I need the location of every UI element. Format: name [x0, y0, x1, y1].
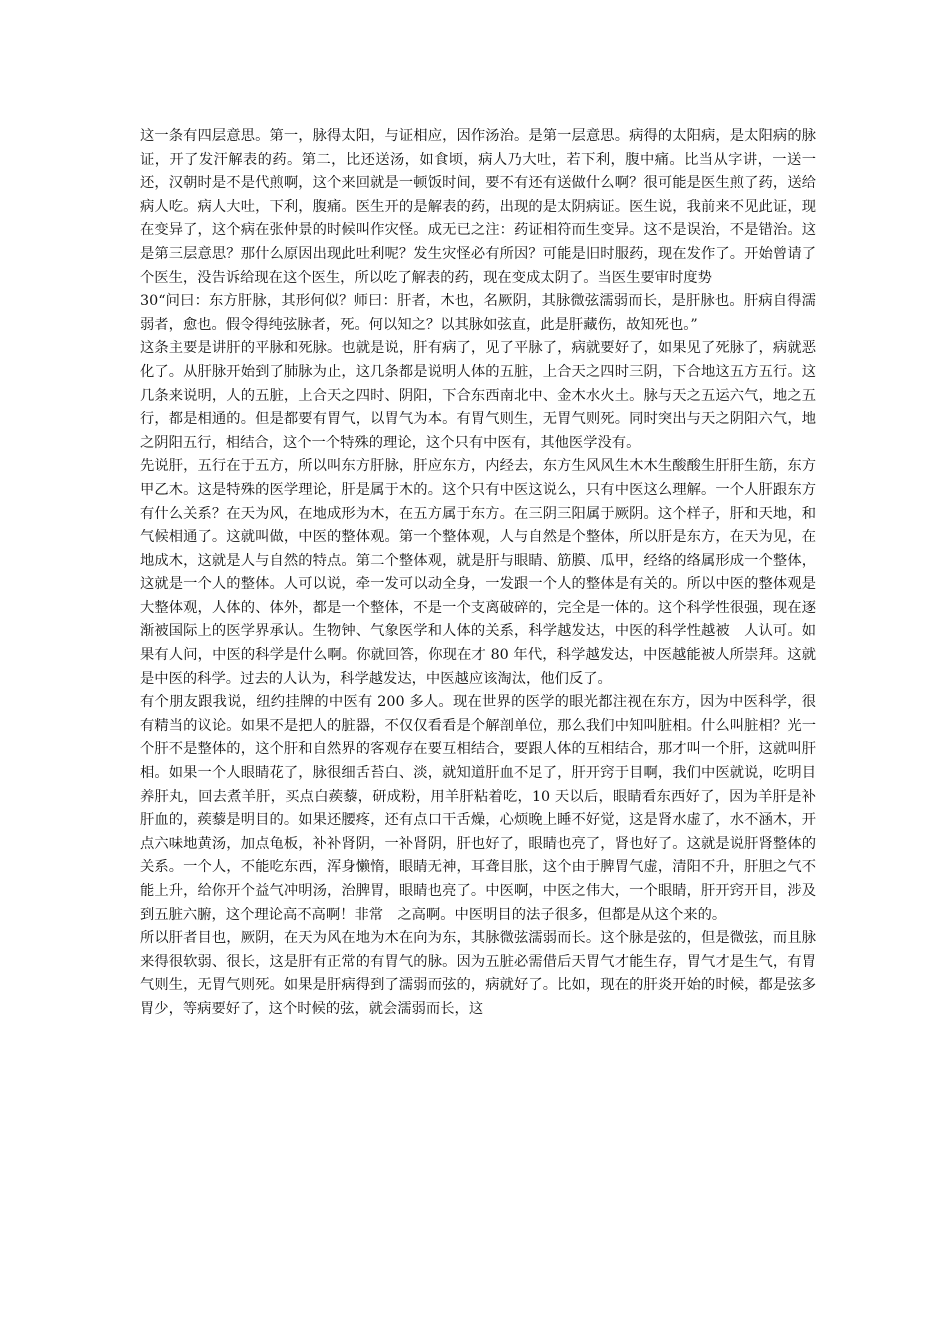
paragraph-2: 30“问曰：东方肝脉，其形何似？师曰：肝者，木也，名厥阴，其脉微弦濡弱而长，是肝脉也。肝病自得濡弱者，愈也。假令得纯弦脉者，死。何以知之？以其脉如弦直，此是肝藏伤，故知死也。” [140, 293, 816, 333]
paragraph-1: 这一条有四层意思。第一，脉得太阳，与证相应，因作汤治。是第一层意思。病得的太阳病，是太阳病的脉证，开了发汗解表的药。第二，比还送汤，如食顷，病人乃大吐，若下利，腹中痛。比当从字讲，一送一还，汉朝时是不是代煎啊，这个来回就是一顿饭时间，要不有还有送做什么啊？很可能是医生煎了药，送给病人吃。病人大吐，下利，腹痛。医生开的是解表的药，出现的是太阴病证。医生说，我前来不见此证，现在变异了，这个病在张仲景的时候叫作灾怪。成无已之注：药证相符而生变异。这不是误治，不是错治。这是第三层意思？那什么原因出现此吐利呢？发生灾怪必有所因？可能是旧时服药，现在发作了。开始曾请了个医生，没告诉给现在这个医生，所以吃了解表的药，现在变成太阴了。当医生要审时度势 [140, 128, 816, 286]
paragraph-4: 先说肝，五行在于五方，所以叫东方肝脉，肝应东方，内经去，东方生风风生木木生酸酸生肝肝生筋，东方甲乙木。这是特殊的医学理论，肝是属于木的。这个只有中医这说么，只有中医这么理解。一个人肝跟东方有什么关系？在天为风，在地成形为木，在五方属于东方。在三阴三阳属于厥阴。这个样子，肝和天地，和气候相通了。这就叫做，中医的整体观。第一个整体观，人与自然是个整体，所以肝是东方，在天为见，在地成木，这就是人与自然的特点。第二个整体观，就是肝与眼睛、筋膜、瓜甲，经络的络属形成一个整体，这就是一个人的整体。人可以说，牵一发可以动全身，一发跟一个人的整体是有关的。所以中医的整体观是大整体观，人体的、体外，都是一个整体，不是一个支离破碎的，完全是一体的。这个科学性很强，现在逐渐被国际上的医学界承认。生物钟、气象医学和人体的关系，科学越发达，中医的科学性越被 人认可。如果有人问，中医的科学是什么啊。你就回答，你现在才 80 年代，科学越发达，中医越能被人所崇拜。这就是中医的科学。过去的人认为，科学越发达，中医越应该淘汰，他们反了。 [140, 458, 816, 687]
document-body [140, 125, 816, 1022]
paragraph-6: 所以肝者目也，厥阴，在天为风在地为木在向为东，其脉微弦濡弱而长。这个脉是弦的，但是微弦，而且脉来得很软弱、很长，这是肝有正常的有胃气的脉。因为五脏必需借后天胃气才能生存，胃气才是生气，有胃气则生，无胃气则死。如果是肝病得到了濡弱而弦的，病就好了。比如，现在的肝炎开始的时候，都是弦多胃少，等病要好了，这个时候的弦，就会濡弱而长，这 [140, 930, 816, 1017]
paragraph-3: 这条主要是讲肝的平脉和死脉。也就是说，肝有病了，见了平脉了，病就要好了，如果见了死脉了，病就恶化了。从肝脉开始到了肺脉为止，这几条都是说明人体的五脏，上合天之四时三阴，下合地这五方五行。这几条来说明，人的五脏，上合天之四时、阴阳，下合东西南北中、金木水火土。脉与天之五运六气，地之五行，都是相通的。但是都要有胃气，以胃气为本。有胃气则生，无胃气则死。同时突出与天之阴阳六气，地之阴阳五行，相结合，这个一个特殊的理论，这个只有中医有，其他医学没有。 [140, 340, 816, 451]
paragraph-5: 有个朋友跟我说，纽约挂牌的中医有 200 多人。现在世界的医学的眼光都注视在东方，因为中医科学，很有精当的议论。如果不是把人的脏器，不仅仅看看是个解剖单位，那么我们中知叫脏相。什么叫脏相？光一个肝不是整体的，这个肝和自然界的客观存在要互相结合，要跟人体的互相结合，那才叫一个肝，这就叫肝相。如果一个人眼睛花了，脉很细舌苔白、淡，就知道肝血不足了，肝开窍于目啊，我们中医就说，吃明目养肝丸，回去煮羊肝，买点白蒺藜，研成粉，用羊肝粘着吃，10 天以后，眼睛看东西好了，因为羊肝是补肝血的，蒺藜是明目的。如果还腰疼，还有点口干舌燥，心烦晚上睡不好觉，这是肾水虚了，水不涵木，开点六味地黄汤，加点龟板，补补肾阴，一补肾阴，肝也好了，眼睛也亮了，肾也好了。这就是说肝肾整体的关系。一个人，不能吃东西，浑身懒惰，眼睛无神，耳聋目胀，这个由于脾胃气虚，清阳不升，肝胆之气不能上升，给你开个益气冲明汤，治脾胃，眼睛也亮了。中医啊，中医之伟大，一个眼睛，肝开窍开目，涉及到五脏六腑，这个理论高不高啊！非常 之高啊。中医明目的法子很多，但都是从这个来的。 [140, 694, 816, 923]
